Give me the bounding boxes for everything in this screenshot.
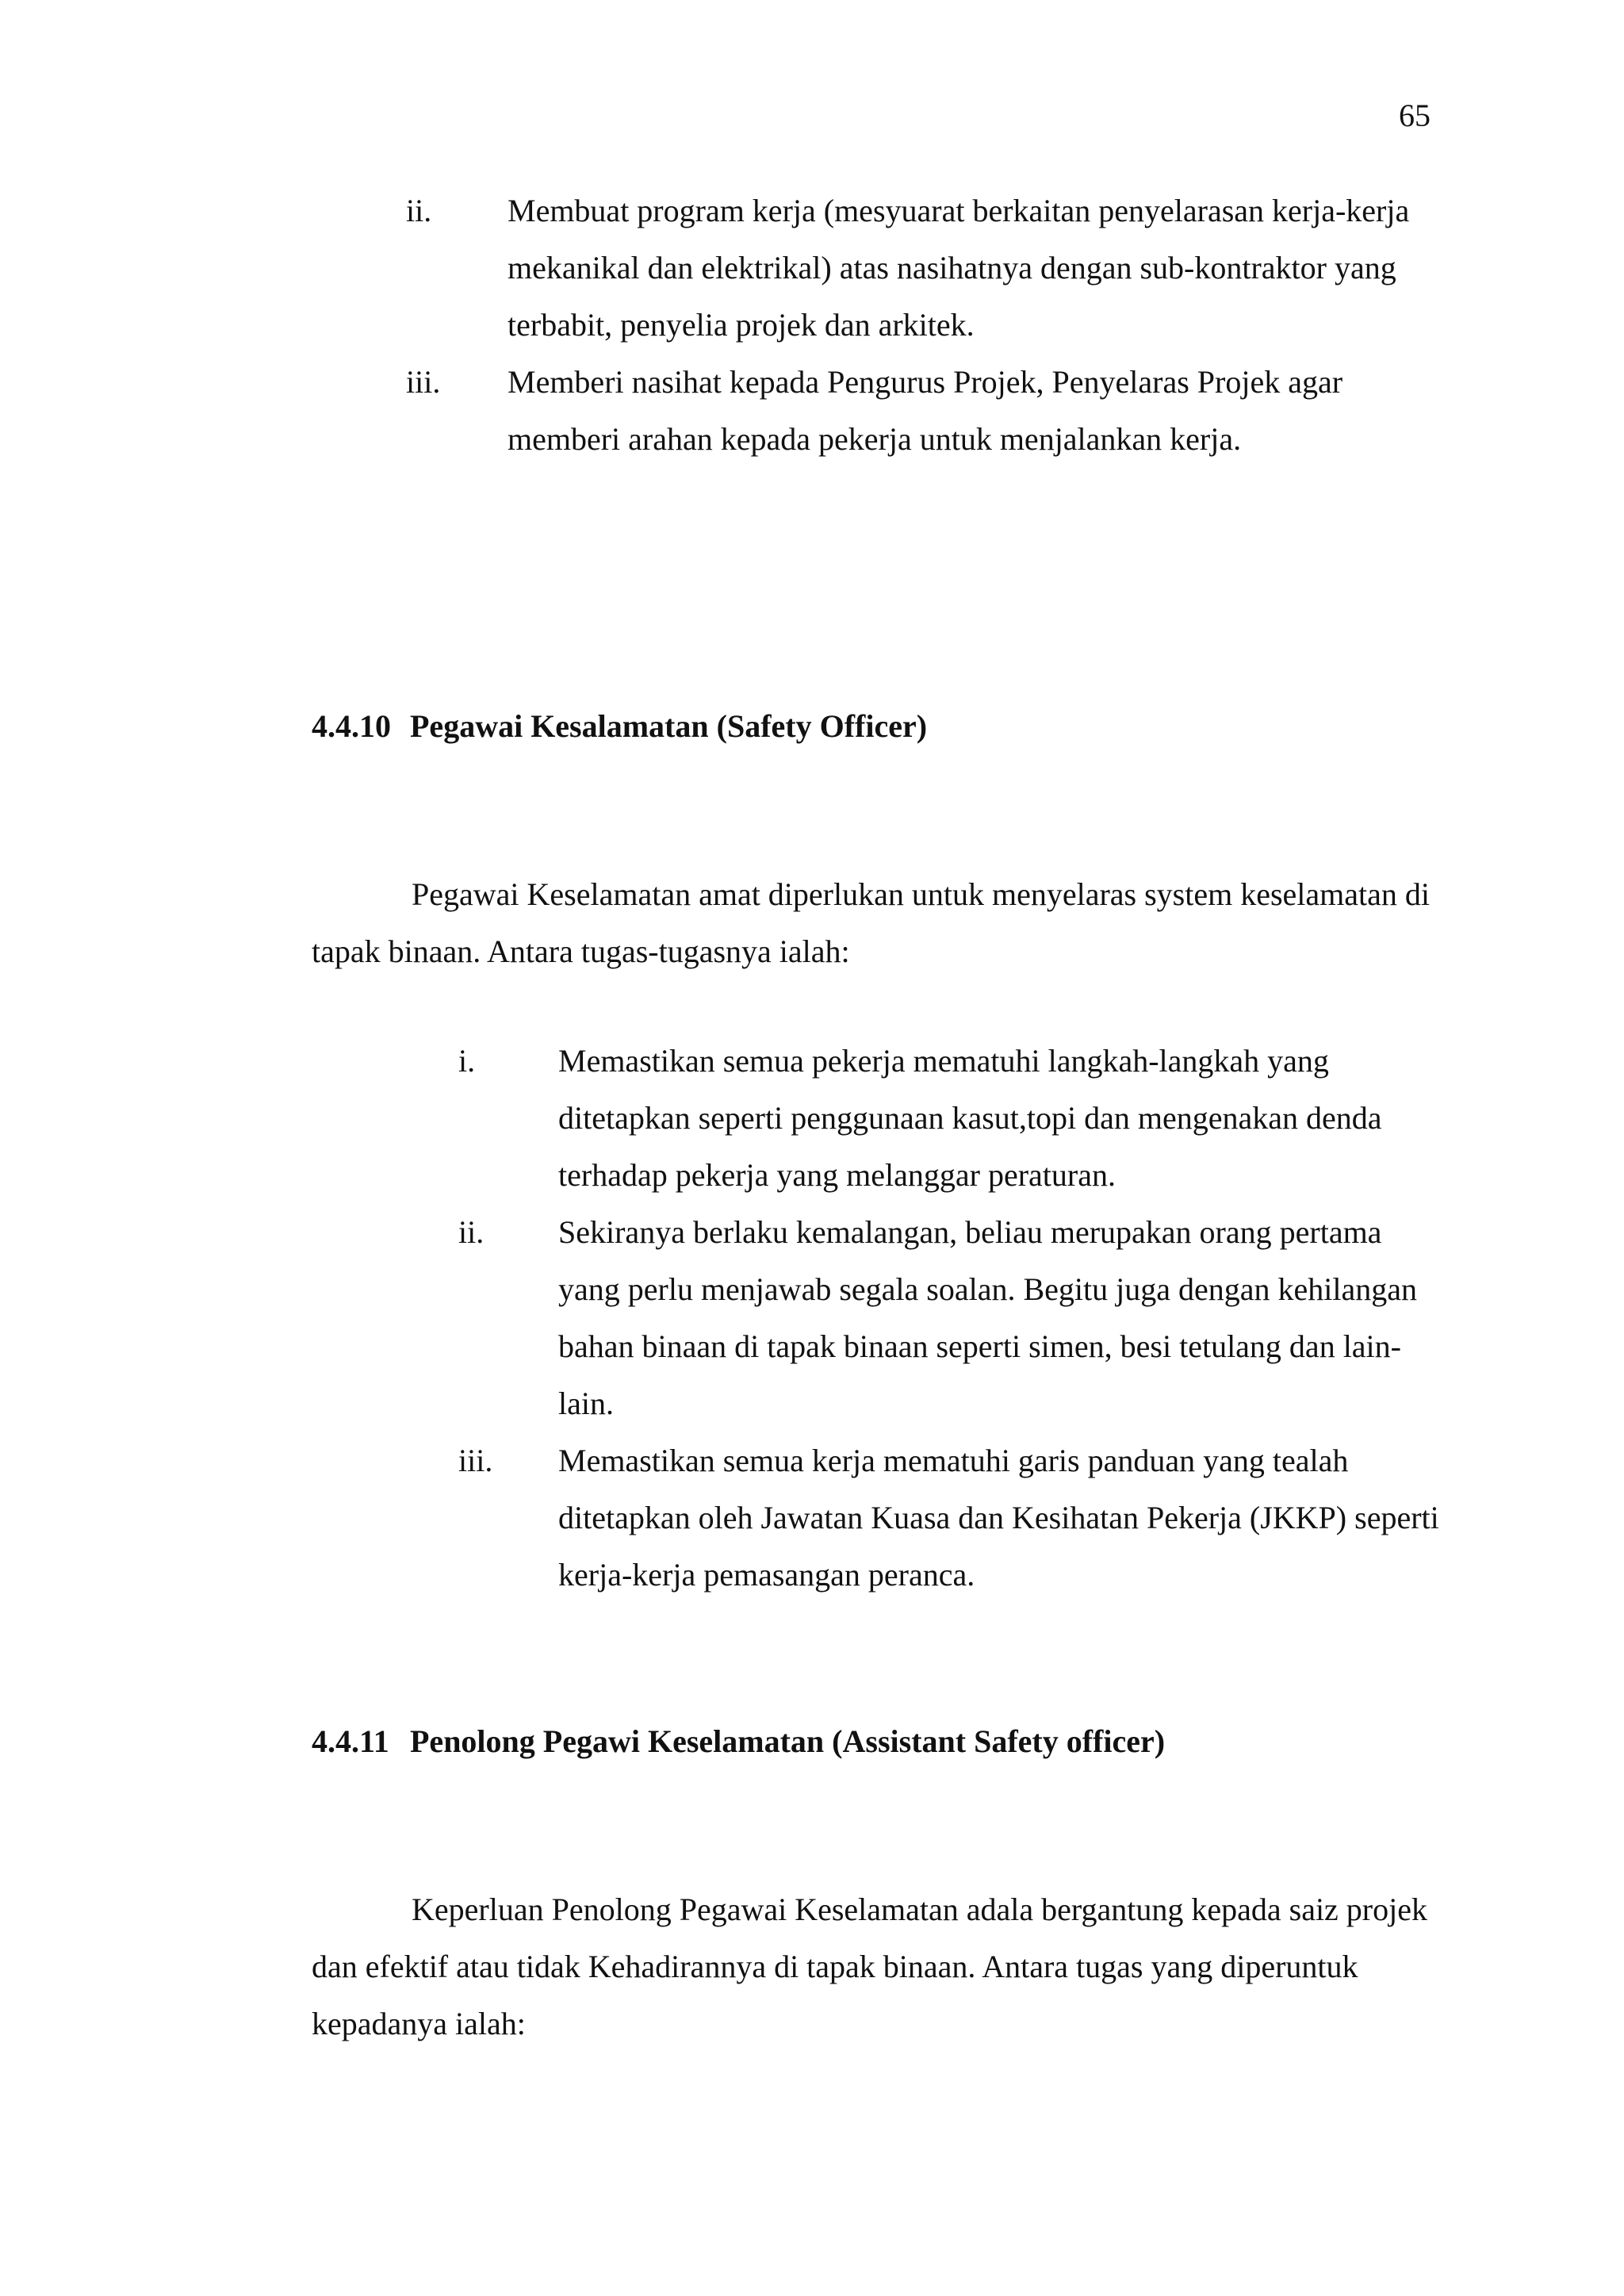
page-number: 65 — [1399, 98, 1431, 133]
safety-officer-duties-list — [458, 1033, 1450, 1604]
list-marker: ii. — [458, 1214, 485, 1250]
list-item-text: Sekiranya berlaku kemalangan, beliau merupakan orang pertama yang perlu menjawab segala soalan. Begitu juga dengan kehilangan bahan binaan di tapak binaan seperti simen, besi tetulang dan lain-lain. — [558, 1214, 1417, 1421]
list-item — [458, 1033, 1450, 1204]
list-item — [406, 354, 1437, 468]
safety-officer-paragraph: Pegawai Keselamatan amat diperlukan untuk menyelaras system keselamatan di tapak binaan. Antara tugas-tugasnya ialah: — [312, 876, 1431, 969]
list-marker: iii. — [458, 1443, 493, 1478]
section-title: Pegawai Kesalamatan (Safety Officer) — [410, 708, 928, 744]
duties-list-continued — [406, 182, 1437, 468]
list-item-text: Memastikan semua pekerja mematuhi langkah-langkah yang ditetapkan seperti penggunaan kasut,topi dan mengenakan denda terhadap pekerja yang melanggar peraturan. — [558, 1043, 1382, 1193]
section-title: Penolong Pegawi Keselamatan (Assistant Safety officer) — [410, 1723, 1166, 1759]
section-heading-assistant-safety-officer — [312, 1723, 1165, 1761]
assistant-safety-officer-paragraph: Keperluan Penolong Pegawai Keselamatan adala bergantung kepada saiz projek dan efektif atau tidak Kehadirannya di tapak binaan. Antara tugas yang diperuntuk kepadanya ialah: — [312, 1892, 1427, 2041]
section-number: 4.4.10 — [312, 708, 391, 744]
section-heading-safety-officer — [312, 707, 927, 746]
list-item-text: Memastikan semua kerja mematuhi garis panduan yang tealah ditetapkan oleh Jawatan Kuasa dan Kesihatan Pekerja (JKKP) seperti kerja-kerja pemasangan peranca. — [558, 1443, 1439, 1593]
list-item — [458, 1204, 1450, 1432]
section-number: 4.4.11 — [312, 1723, 389, 1759]
list-item-text: Membuat program kerja (mesyuarat berkaitan penyelarasan kerja-kerja mekanikal dan elektrikal) atas nasihatnya dengan sub-kontraktor yang terbabit, penyelia projek dan arkitek. — [508, 193, 1410, 343]
list-item — [406, 182, 1437, 354]
list-marker: i. — [458, 1043, 476, 1079]
list-marker: iii. — [406, 364, 441, 400]
list-marker: ii. — [406, 193, 432, 228]
list-item — [458, 1432, 1450, 1604]
list-item-text: Memberi nasihat kepada Pengurus Projek, Penyelaras Projek agar memberi arahan kepada pekerja untuk menjalankan kerja. — [508, 364, 1343, 457]
